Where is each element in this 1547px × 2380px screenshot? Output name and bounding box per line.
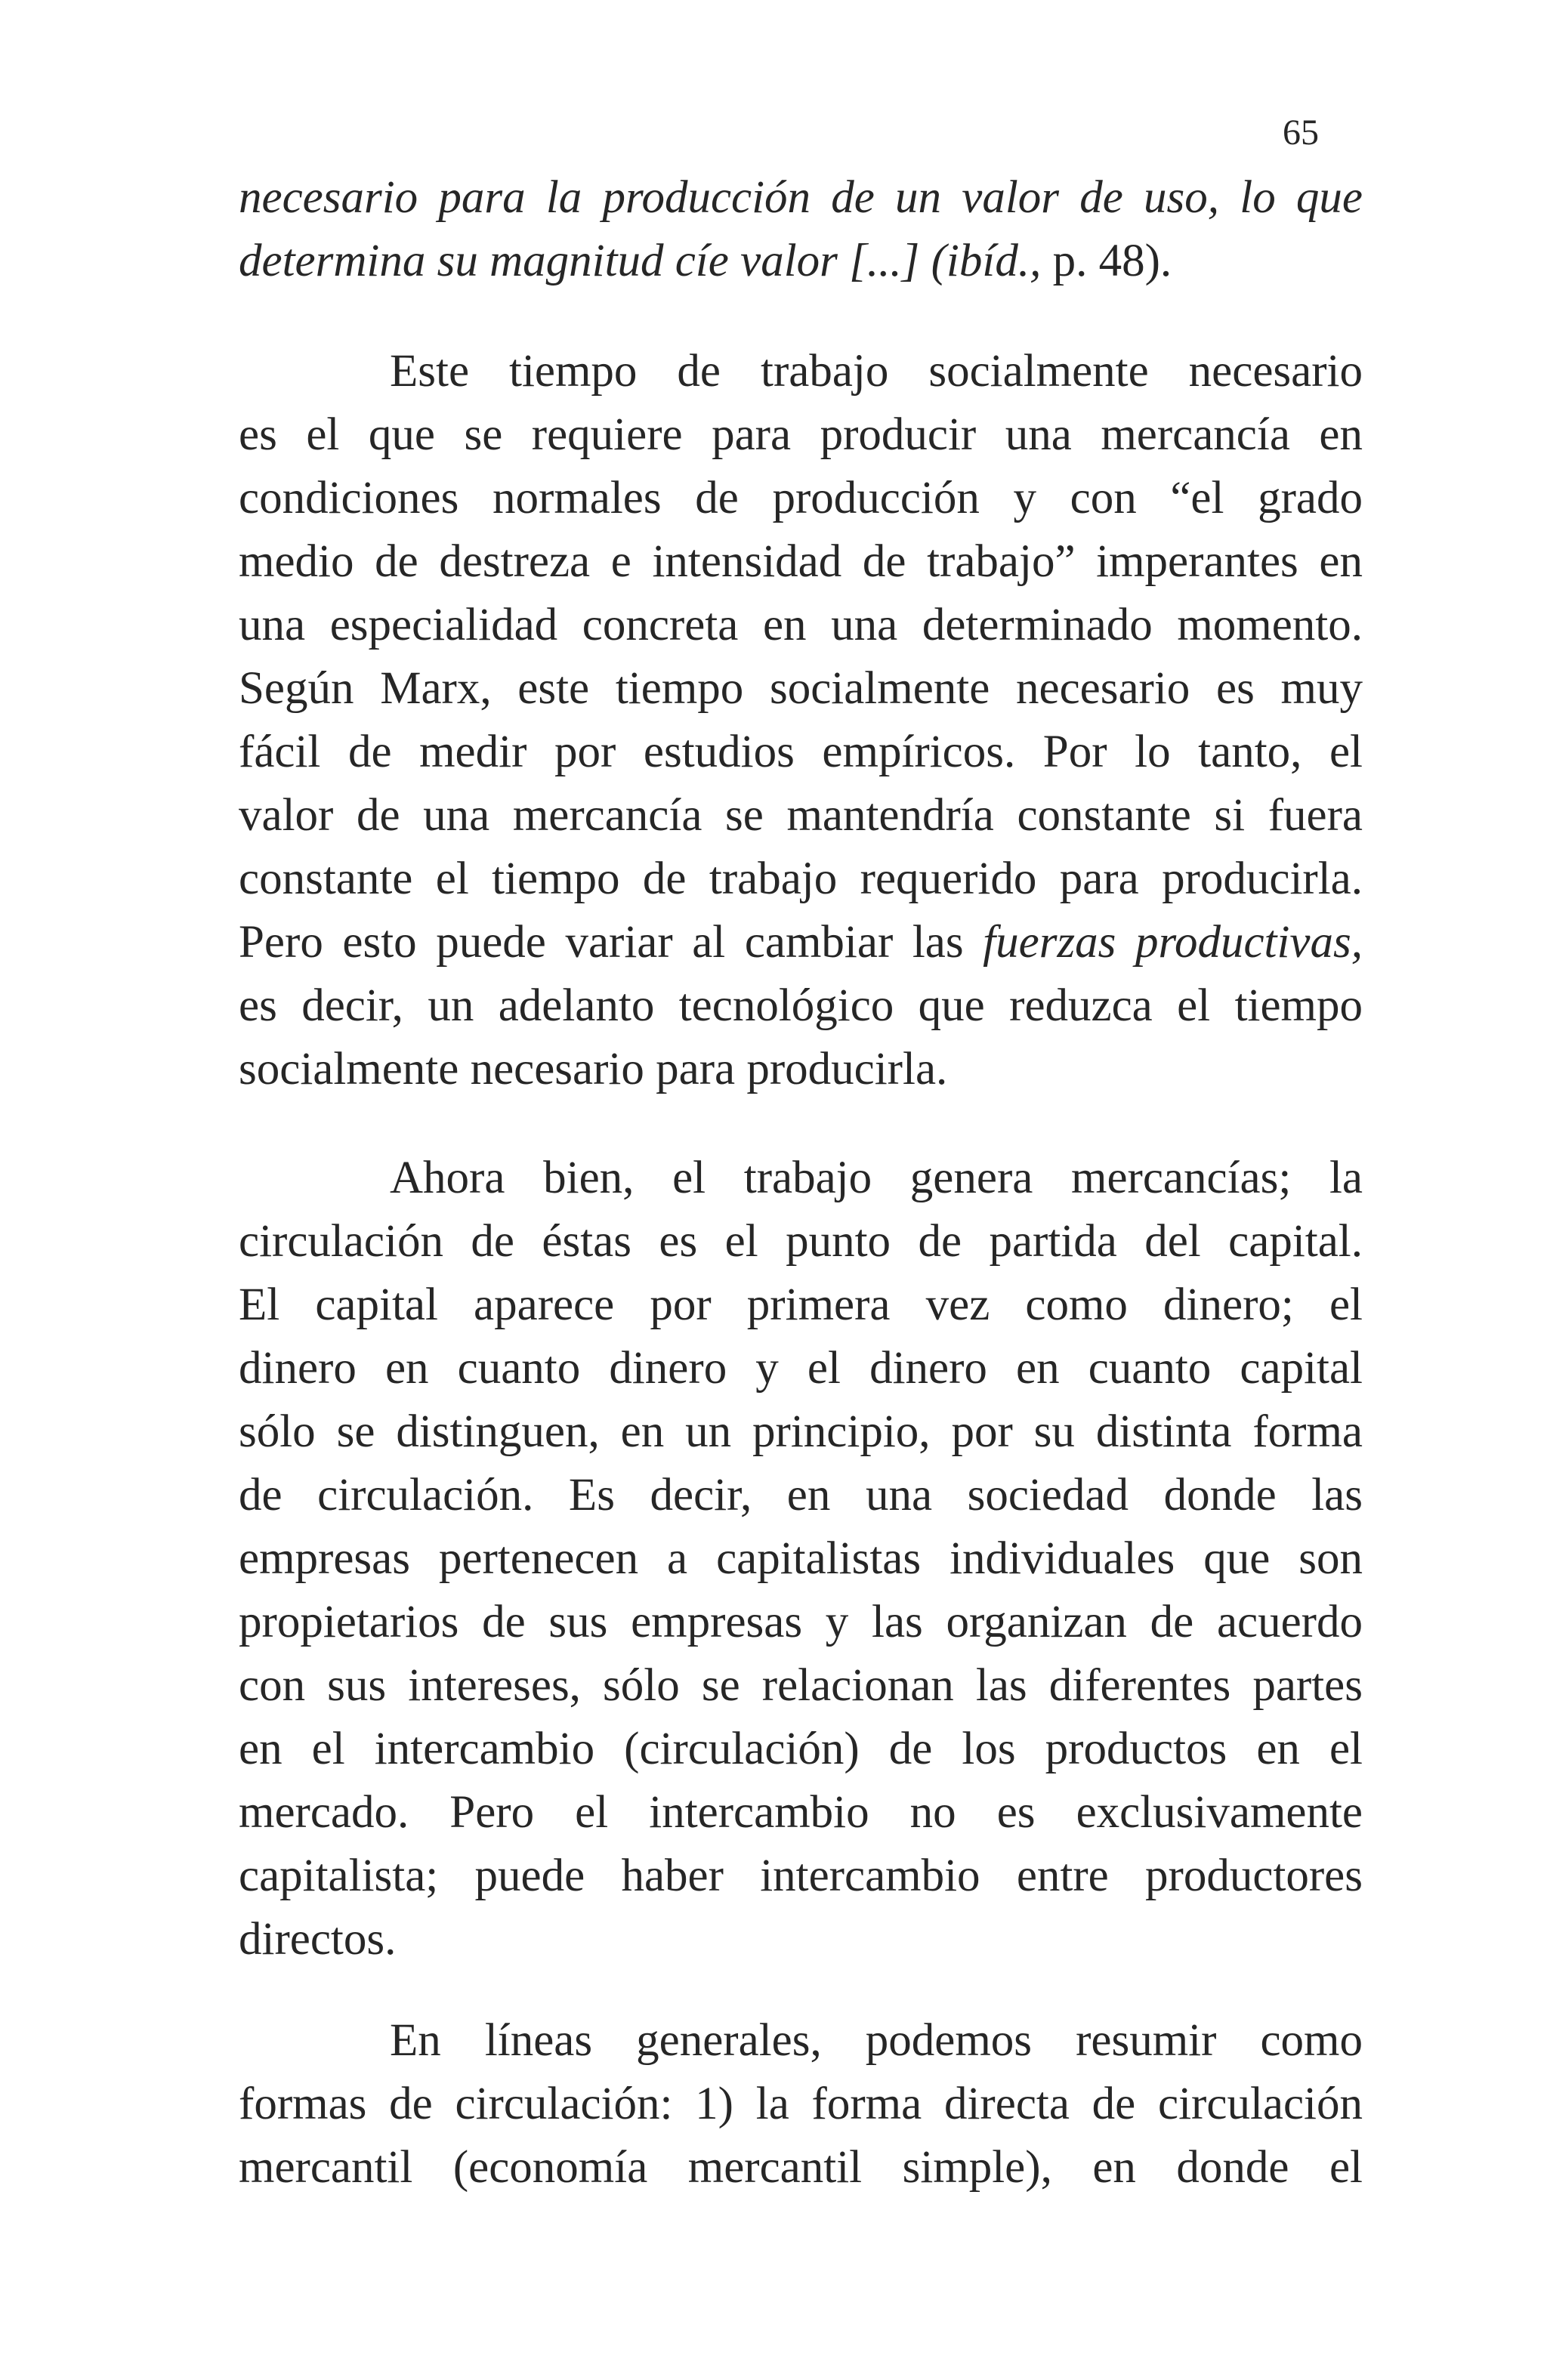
text-line: condiciones normales de producción y con “el grado xyxy=(239,473,1363,523)
quote-citation-page: p. 48). xyxy=(1041,236,1172,286)
text-line: Este tiempo de trabajo socialmente necesario xyxy=(390,346,1363,397)
text-line: circulación de éstas es el punto de partida del capital. xyxy=(239,1216,1363,1267)
text-line: Según Marx, este tiempo socialmente necesario es muy xyxy=(239,663,1363,714)
text-line xyxy=(239,230,1363,293)
text-line: una especialidad concreta en una determinado momento. xyxy=(239,600,1363,650)
text-line xyxy=(239,911,1363,974)
text-line: propietarios de sus empresas y las organizan de acuerdo xyxy=(239,1597,1363,1647)
text-line: El capital aparece por primera vez como dinero; el xyxy=(239,1280,1363,1330)
text-line: fácil de medir por estudios empíricos. Por lo tanto, el xyxy=(239,727,1363,777)
text-line: socialmente necesario para producirla. xyxy=(239,1044,948,1094)
text-line: necesario para la producción de un valor de uso, lo que xyxy=(239,172,1363,223)
text-line: es decir, un adelanto tecnológico que reduzca el tiempo xyxy=(239,980,1363,1031)
paragraph-1 xyxy=(239,340,1363,1101)
text-line: dinero en cuanto dinero y el dinero en cuanto capital xyxy=(239,1343,1363,1394)
text-line: mercantil (economía mercantil simple), en donde el xyxy=(239,2142,1363,2193)
text-line: mercado. Pero el intercambio no es exclusivamente xyxy=(239,1787,1363,1838)
text-line: empresas pertenecen a capitalistas individuales que son xyxy=(239,1533,1363,1584)
quote-continuation xyxy=(239,166,1363,293)
text-line: medio de destreza e intensidad de trabajo” imperantes en xyxy=(239,536,1363,587)
text-line: En líneas generales, podemos resumir como xyxy=(390,2015,1363,2066)
text-line: en el intercambio (circulación) de los productos en el xyxy=(239,1724,1363,1774)
page-number: 65 xyxy=(1283,113,1319,153)
text-line: formas de circulación: 1) la forma directa de circulación xyxy=(239,2079,1363,2129)
text-line: sólo se distinguen, en un principio, por su distinta forma xyxy=(239,1406,1363,1457)
text-line: es el que se requiere para producir una mercancía en xyxy=(239,409,1363,460)
text-line: con sus intereses, sólo se relacionan las diferentes partes xyxy=(239,1660,1363,1711)
italic-term: fuerzas productivas, xyxy=(983,917,1363,968)
text-line: Ahora bien, el trabajo genera mercancías; la xyxy=(390,1153,1363,1203)
quote-citation-italic: determina su magnitud cíe valor [...] (ibíd., xyxy=(239,236,1042,286)
text-line: valor de una mercancía se mantendría constante si fuera xyxy=(239,790,1363,841)
paragraph-3 xyxy=(239,2009,1363,2199)
text-line: directos. xyxy=(239,1914,397,1965)
text-line: de circulación. Es decir, en una sociedad donde las xyxy=(239,1470,1363,1520)
text-segment: Pero esto puede variar al cambiar las xyxy=(239,917,983,968)
text-line: capitalista; puede haber intercambio entre productores xyxy=(239,1851,1363,1901)
paragraph-2 xyxy=(239,1147,1363,1971)
text-line: constante el tiempo de trabajo requerido para producirla. xyxy=(239,854,1363,904)
